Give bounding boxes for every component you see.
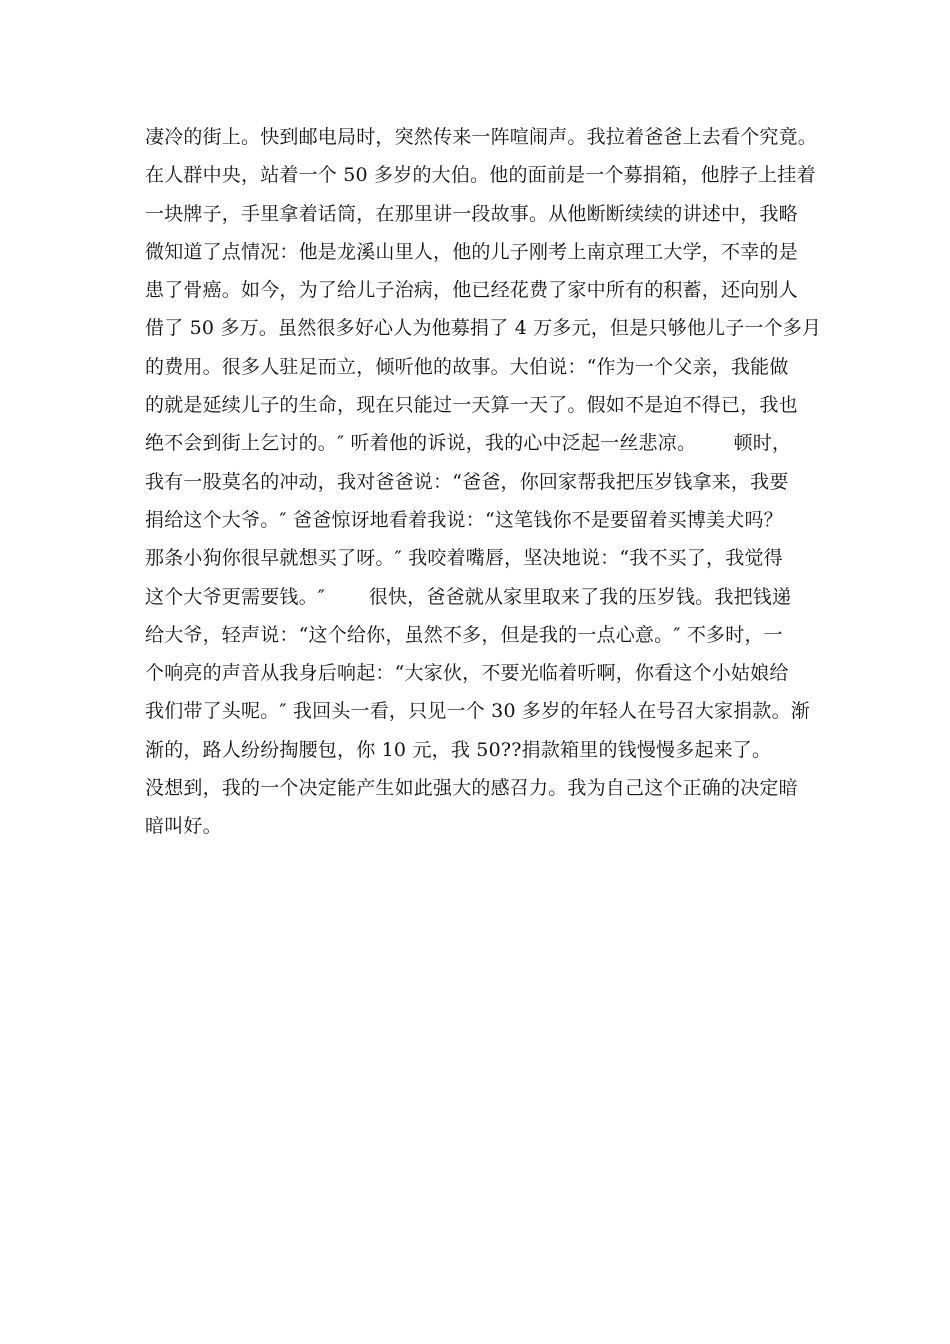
- text-line: 绝不会到街上乞讨的。″ 听着他的诉说，我的心中泛起一丝悲凉。 顿时，: [145, 432, 792, 455]
- text-line: 的就是延续儿子的生命，现在只能过一天算一天了。假如不是迫不得已，我也: [145, 394, 798, 417]
- text-line: 借了 50 多万。虽然很多好心人为他募捐了 4 万多元，但是只够他儿子一个多月: [145, 317, 822, 340]
- text-line: 这个大爷更需要钱。″ 很快，爸爸就从家里取来了我的压岁钱。我把钱递: [145, 585, 792, 608]
- text-line: 在人群中央，站着一个 50 多岁的大伯。他的面前是一个募捐箱，他脖子上挂着: [145, 164, 816, 187]
- text-line: 微知道了点情况：他是龙溪山里人，他的儿子刚考上南京理工大学，不幸的是: [145, 240, 798, 263]
- text-line: 那条小狗你很早就想买了呀。″ 我咬着嘴唇，坚决地说：“我不买了，我觉得: [145, 547, 783, 570]
- text-line: 给大爷，轻声说：“这个给你，虽然不多，但是我的一点心意。″ 不多时，一: [145, 623, 783, 646]
- text-line: 没想到，我的一个决定能产生如此强大的感召力。我为自己这个正确的决定暗: [145, 777, 798, 800]
- text-line: 我有一股莫名的冲动，我对爸爸说：“爸爸，你回家帮我把压岁钱拿来，我要: [145, 470, 789, 493]
- text-line: 暗叫好。: [145, 815, 222, 838]
- text-line: 的费用。很多人驻足而立，倾听他的故事。大伯说：“作为一个父亲，我能做: [145, 355, 789, 378]
- text-line: 捐给这个大爷。″ 爸爸惊讶地看着我说：“这笔钱你不是要留着买博美犬吗？: [145, 508, 783, 531]
- body-text: [145, 118, 845, 846]
- text-line: 我们带了头呢。″ 我回头一看，只见一个 30 多岁的年轻人在号召大家捐款。渐: [145, 700, 810, 723]
- text-line: 渐的，路人纷纷掏腰包，你 10 元，我 50??捐款箱里的钱慢慢多起来了。: [145, 738, 772, 761]
- text-line: 凄冷的街上。快到邮电局时，突然传来一阵喧闹声。我拉着爸爸上去看个究竟。: [145, 126, 818, 148]
- text-line: 患了骨癌。如今，为了给儿子治病，他已经花费了家中所有的积蓄，还向别人: [145, 279, 798, 302]
- text-line: 个响亮的声音从我身后响起：“大家伙，不要光临着听啊，你看这个小姑娘给: [145, 662, 789, 685]
- text-line: 一块牌子，手里拿着话筒，在那里讲一段故事。从他断断续续的讲述中，我略: [145, 202, 798, 225]
